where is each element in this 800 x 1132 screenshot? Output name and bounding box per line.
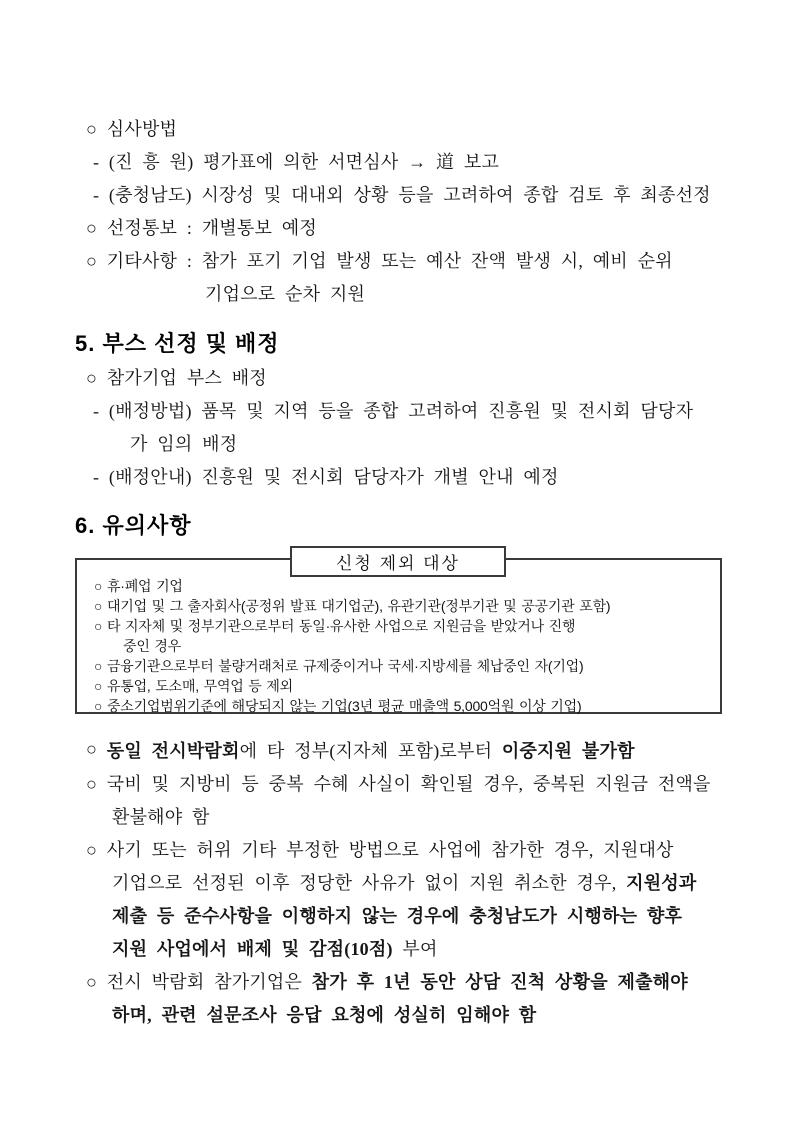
text-line xyxy=(0,243,800,276)
text-segment: 부여 xyxy=(392,938,438,959)
text-segment: 환불해야 함 xyxy=(112,806,210,827)
text-segment: 이중지원 불가함 xyxy=(501,740,635,761)
text-line xyxy=(77,616,720,636)
exclusion-box-title: 신청 제외 대상 xyxy=(290,546,506,577)
text-segment: 지원성과 xyxy=(626,872,697,893)
text-line xyxy=(0,964,800,997)
text-segment: ○ 대기업 및 그 출자회사(공정위 발표 대기업군), 유관기관(정부기관 및 공공기관 포함) xyxy=(94,598,611,614)
text-line xyxy=(0,799,800,832)
text-segment: ○ 휴·폐업 기업 xyxy=(94,578,183,594)
text-line xyxy=(0,865,800,898)
text-line xyxy=(0,733,800,766)
text-segment: ○ 선정통보 : 개별통보 예정 xyxy=(86,217,317,238)
text-segment: ○ xyxy=(86,739,107,759)
text-line xyxy=(0,276,800,309)
text-segment: - (배정방법) 품목 및 지역 등을 종합 고려하여 진흥원 및 전시회 담당자 xyxy=(93,400,694,421)
text-line xyxy=(0,210,800,243)
text-line xyxy=(0,459,800,492)
text-segment: ○ 국비 및 지방비 등 중복 수혜 사실이 확인될 경우, 중복된 지원금 전액을 xyxy=(86,773,711,794)
text-line xyxy=(77,636,720,656)
text-segment: 참가 후 1년 동안 상담 진척 상황을 제출해야 xyxy=(311,971,688,992)
text-segment: - (배정안내) 진흥원 및 전시회 담당자가 개별 안내 예정 xyxy=(93,466,559,487)
text-segment: - (충청남도) 시장성 및 대내외 상황 등을 고려하여 종합 검토 후 최종선정 xyxy=(93,184,711,205)
text-line xyxy=(0,898,800,931)
text-line xyxy=(0,144,800,177)
exclusion-criteria-box xyxy=(75,554,722,714)
text-line xyxy=(0,393,800,426)
text-line xyxy=(77,676,720,696)
text-segment: 하며, 관련 설문조사 응답 요청에 성실히 임해야 함 xyxy=(112,1004,537,1025)
screening-method-section xyxy=(0,111,800,309)
text-segment: ○ 중소기업범위기준에 해당되지 않는 기업(3년 평균 매출액 5,000억원 이상 기업) xyxy=(94,698,582,714)
section-heading-booth: 5. 부스 선정 및 배정 xyxy=(75,331,280,356)
text-line xyxy=(0,832,800,865)
text-segment: 기업으로 선정된 이후 정당한 사유가 없이 지원 취소한 경우, xyxy=(112,872,627,893)
text-segment: 에 타 정부(지자체 포함)로부터 xyxy=(239,740,502,761)
text-line xyxy=(0,111,800,144)
text-line xyxy=(77,656,720,676)
text-segment: ○ 기타사항 : 참가 포기 기업 발생 또는 예산 잔액 발생 시, 예비 순위 xyxy=(86,250,673,271)
text-line xyxy=(0,931,800,964)
text-segment: 지원 사업에서 배제 및 감점(10점) xyxy=(112,938,393,959)
section-heading-notice: 6. 유의사항 xyxy=(75,513,192,538)
text-segment: 가 임의 배정 xyxy=(130,433,238,454)
text-segment: 동일 전시박람회 xyxy=(106,740,240,761)
text-segment: ○ 금융기관으로부터 불량거래처로 규제중이거나 국세·지방세를 체납중인 자(기업) xyxy=(94,658,584,674)
text-line xyxy=(0,766,800,799)
text-segment: ○ 참가기업 부스 배정 xyxy=(86,367,267,388)
cautions-section xyxy=(0,733,800,1030)
exclusion-box-list xyxy=(77,560,720,716)
text-line xyxy=(0,997,800,1030)
text-segment: 기업으로 순차 지원 xyxy=(205,283,366,304)
text-line xyxy=(0,426,800,459)
text-segment: 중인 경우 xyxy=(123,638,181,654)
text-line xyxy=(0,360,800,393)
booth-assignment-section xyxy=(0,360,800,492)
text-segment: ○ 타 지자체 및 정부기관으로부터 동일·유사한 사업으로 지원금을 받았거나 진행 xyxy=(94,618,576,634)
text-segment: ○ 사기 또는 허위 기타 부정한 방법으로 사업에 참가한 경우, 지원대상 xyxy=(86,839,674,860)
text-segment: ○ 전시 박람회 참가기업은 xyxy=(86,971,312,992)
text-segment: ○ 심사방법 xyxy=(86,118,178,139)
text-segment: 제출 등 준수사항을 이행하지 않는 경우에 충청남도가 시행하는 향후 xyxy=(112,905,683,926)
text-line xyxy=(77,696,720,716)
text-segment: ○ 유통업, 도소매, 무역업 등 제외 xyxy=(94,678,293,694)
text-line xyxy=(0,177,800,210)
text-line xyxy=(77,596,720,616)
text-line xyxy=(77,576,720,596)
text-segment: - (진 흥 원) 평가표에 의한 서면심사 → 道 보고 xyxy=(93,151,500,172)
